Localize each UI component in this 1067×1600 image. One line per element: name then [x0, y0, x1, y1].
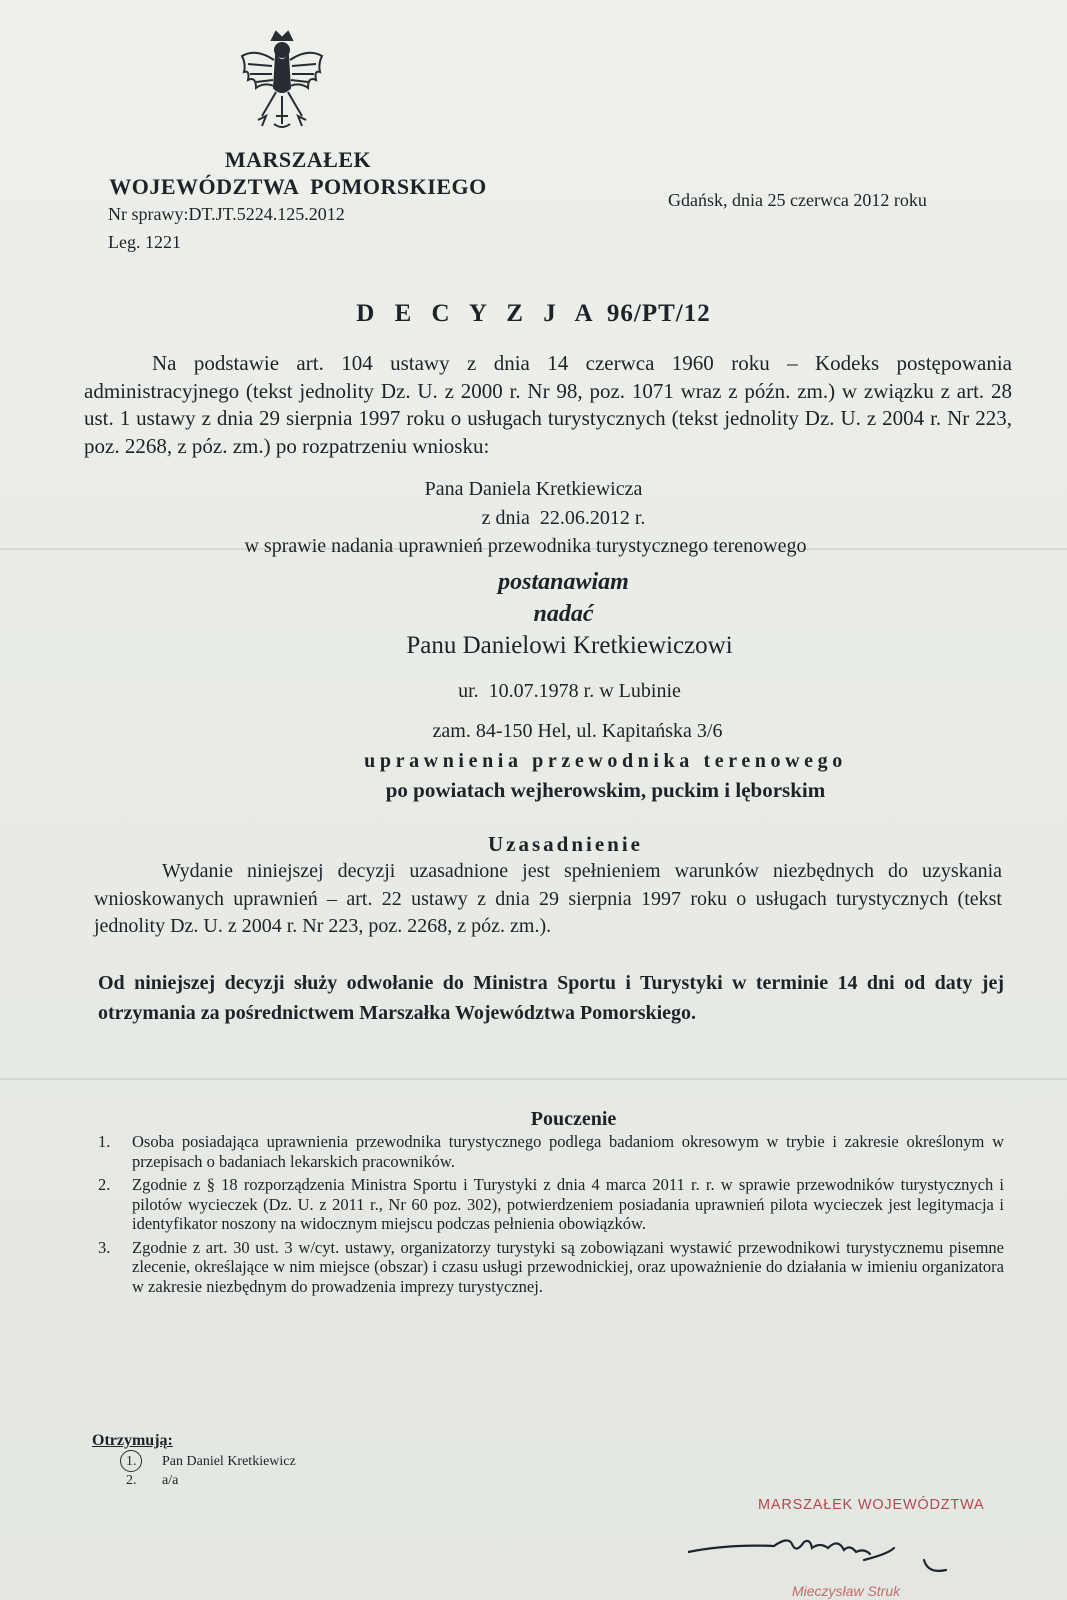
list-item-text: Osoba posiadająca uprawnienia przewodnika turystycznego podlega badaniom okresowym w trybie i zakresie określonym w przepisach o badaniach lekarskich pracowników.	[132, 1132, 1004, 1171]
issuer-line-2: WOJEWÓDZTWA POMORSKIEGO	[109, 174, 487, 199]
decision-verb: postanawiam	[498, 569, 629, 595]
decision-title	[0, 300, 1067, 328]
decision-title-word: D E C Y Z J A	[356, 300, 600, 327]
list-item	[98, 1175, 1004, 1234]
polish-eagle-emblem	[236, 30, 328, 134]
list-item-number: 1.	[126, 1454, 137, 1469]
leg-number: Leg. 1221	[108, 232, 181, 252]
justification-text: Wydanie niniejszej decyzji uzasadnione jest spełnieniem warunków niezbędnych do uzyskania wnioskowanych uprawnień – art. 22 ustawy z dnia 29 sierpnia 1997 roku o usługach turystycznych (tekst jednolity Dz. U. z 2004 r. Nr 223, poz. 2268, z póz. zm.).	[94, 860, 1002, 937]
issuer-line-1: MARSZAŁEK	[224, 147, 372, 172]
recipients-heading: Otrzymują:	[92, 1432, 173, 1449]
list-item-number: 3.	[98, 1237, 111, 1257]
stamp-title: MARSZAŁEK WOJEWÓDZTWA	[758, 1497, 985, 1513]
issuer-heading	[88, 146, 508, 200]
case-number: Nr sprawy:DT.JT.5224.125.2012	[108, 204, 345, 224]
recipient-name: Panu Danielowi Kretkiewiczowi	[406, 632, 733, 659]
grant-verb: nadać	[533, 601, 594, 627]
birth-info: ur. 10.07.1978 r. w Lubinie	[458, 680, 681, 702]
decision-number: 96/PT/12	[599, 300, 711, 327]
list-item	[126, 1471, 296, 1490]
decision-subject: w sprawie nadania uprawnień przewodnika turystycznego terenowego	[244, 535, 807, 557]
justification-heading: Uzasadnienie	[487, 832, 643, 856]
list-item-text: Zgodnie z art. 30 ust. 3 w/cyt. ustawy, organizatorzy turystyki są zobowiązani wystawić przewodnikowi turystycznemu pisemne zlecenie, określające w nim miejsce (obszar) i czasu usługi przewodnickiej, oraz upoważnienie do działania w imieniu organizatora w zakresie niezbędnym do prowadzenia imprezy turystycznej.	[132, 1237, 1004, 1296]
granted-area: po powiatach wejherowskim, puckim i lęborskim	[385, 778, 826, 802]
list-item-text: a/a	[162, 1473, 179, 1488]
legal-basis-paragraph: Na podstawie art. 104 ustawy z dnia 14 czerwca 1960 roku – Kodeks postępowania administracyjnego (tekst jednolity Dz. U. z 2000 r. Nr 98, poz. 1071 wraz z późn. zm.) w związku z art. 28 ust. 1 ustawy z dnia 29 sierpnia 1997 roku o usługach turystycznych (tekst jednolity Dz. U. z 2004 r. Nr 223, poz. 2268, z póz. zm.) po rozpatrzeniu wniosku:	[84, 351, 1012, 458]
list-item-number: 2.	[98, 1175, 111, 1194]
instructions-heading: Pouczenie	[530, 1108, 617, 1130]
list-item	[126, 1452, 296, 1471]
address: zam. 84-150 Hel, ul. Kapitańska 3/6	[432, 720, 723, 742]
stamp-name: Mieczysław Struk	[792, 1583, 901, 1599]
instructions-list	[98, 1132, 1004, 1300]
list-item-number: 1.	[98, 1132, 111, 1151]
list-item-number: 2.	[126, 1473, 137, 1488]
granted-rights: uprawnienia przewodnika terenowego	[364, 750, 847, 772]
handwritten-signature	[688, 1508, 968, 1588]
application-date: z dnia 22.06.2012 r.	[481, 507, 646, 529]
list-item	[98, 1132, 1004, 1171]
place-date: Gdańsk, dnia 25 czerwca 2012 roku	[668, 190, 927, 210]
recipients-list	[126, 1452, 296, 1490]
list-item	[98, 1238, 1004, 1297]
applicant-name: Pana Daniela Kretkiewicza	[424, 478, 643, 500]
paper-fold-line	[0, 1078, 1067, 1080]
list-item-text: Pan Daniel Kretkiewicz	[162, 1454, 296, 1469]
list-item-text: Zgodnie z § 18 rozporządzenia Ministra Sportu i Turystyki z dnia 4 marca 2011 r. r. w sprawie przewodników turystycznych i pilotów wycieczek (Dz. U. z 2011 r., Nr 60 poz. 302), potwierdzeniem posiadania uprawnień pilota wycieczek jest legitymacja i identyfikator noszony na widocznym miejscu podczas pełnienia obowiązków.	[132, 1175, 1004, 1233]
appeal-notice: Od niniejszej decyzji służy odwołanie do Ministra Sportu i Turystyki w terminie 14 dni od daty jej otrzymania za pośrednictwem Marszałka Województwa Pomorskiego.	[98, 972, 1004, 1024]
